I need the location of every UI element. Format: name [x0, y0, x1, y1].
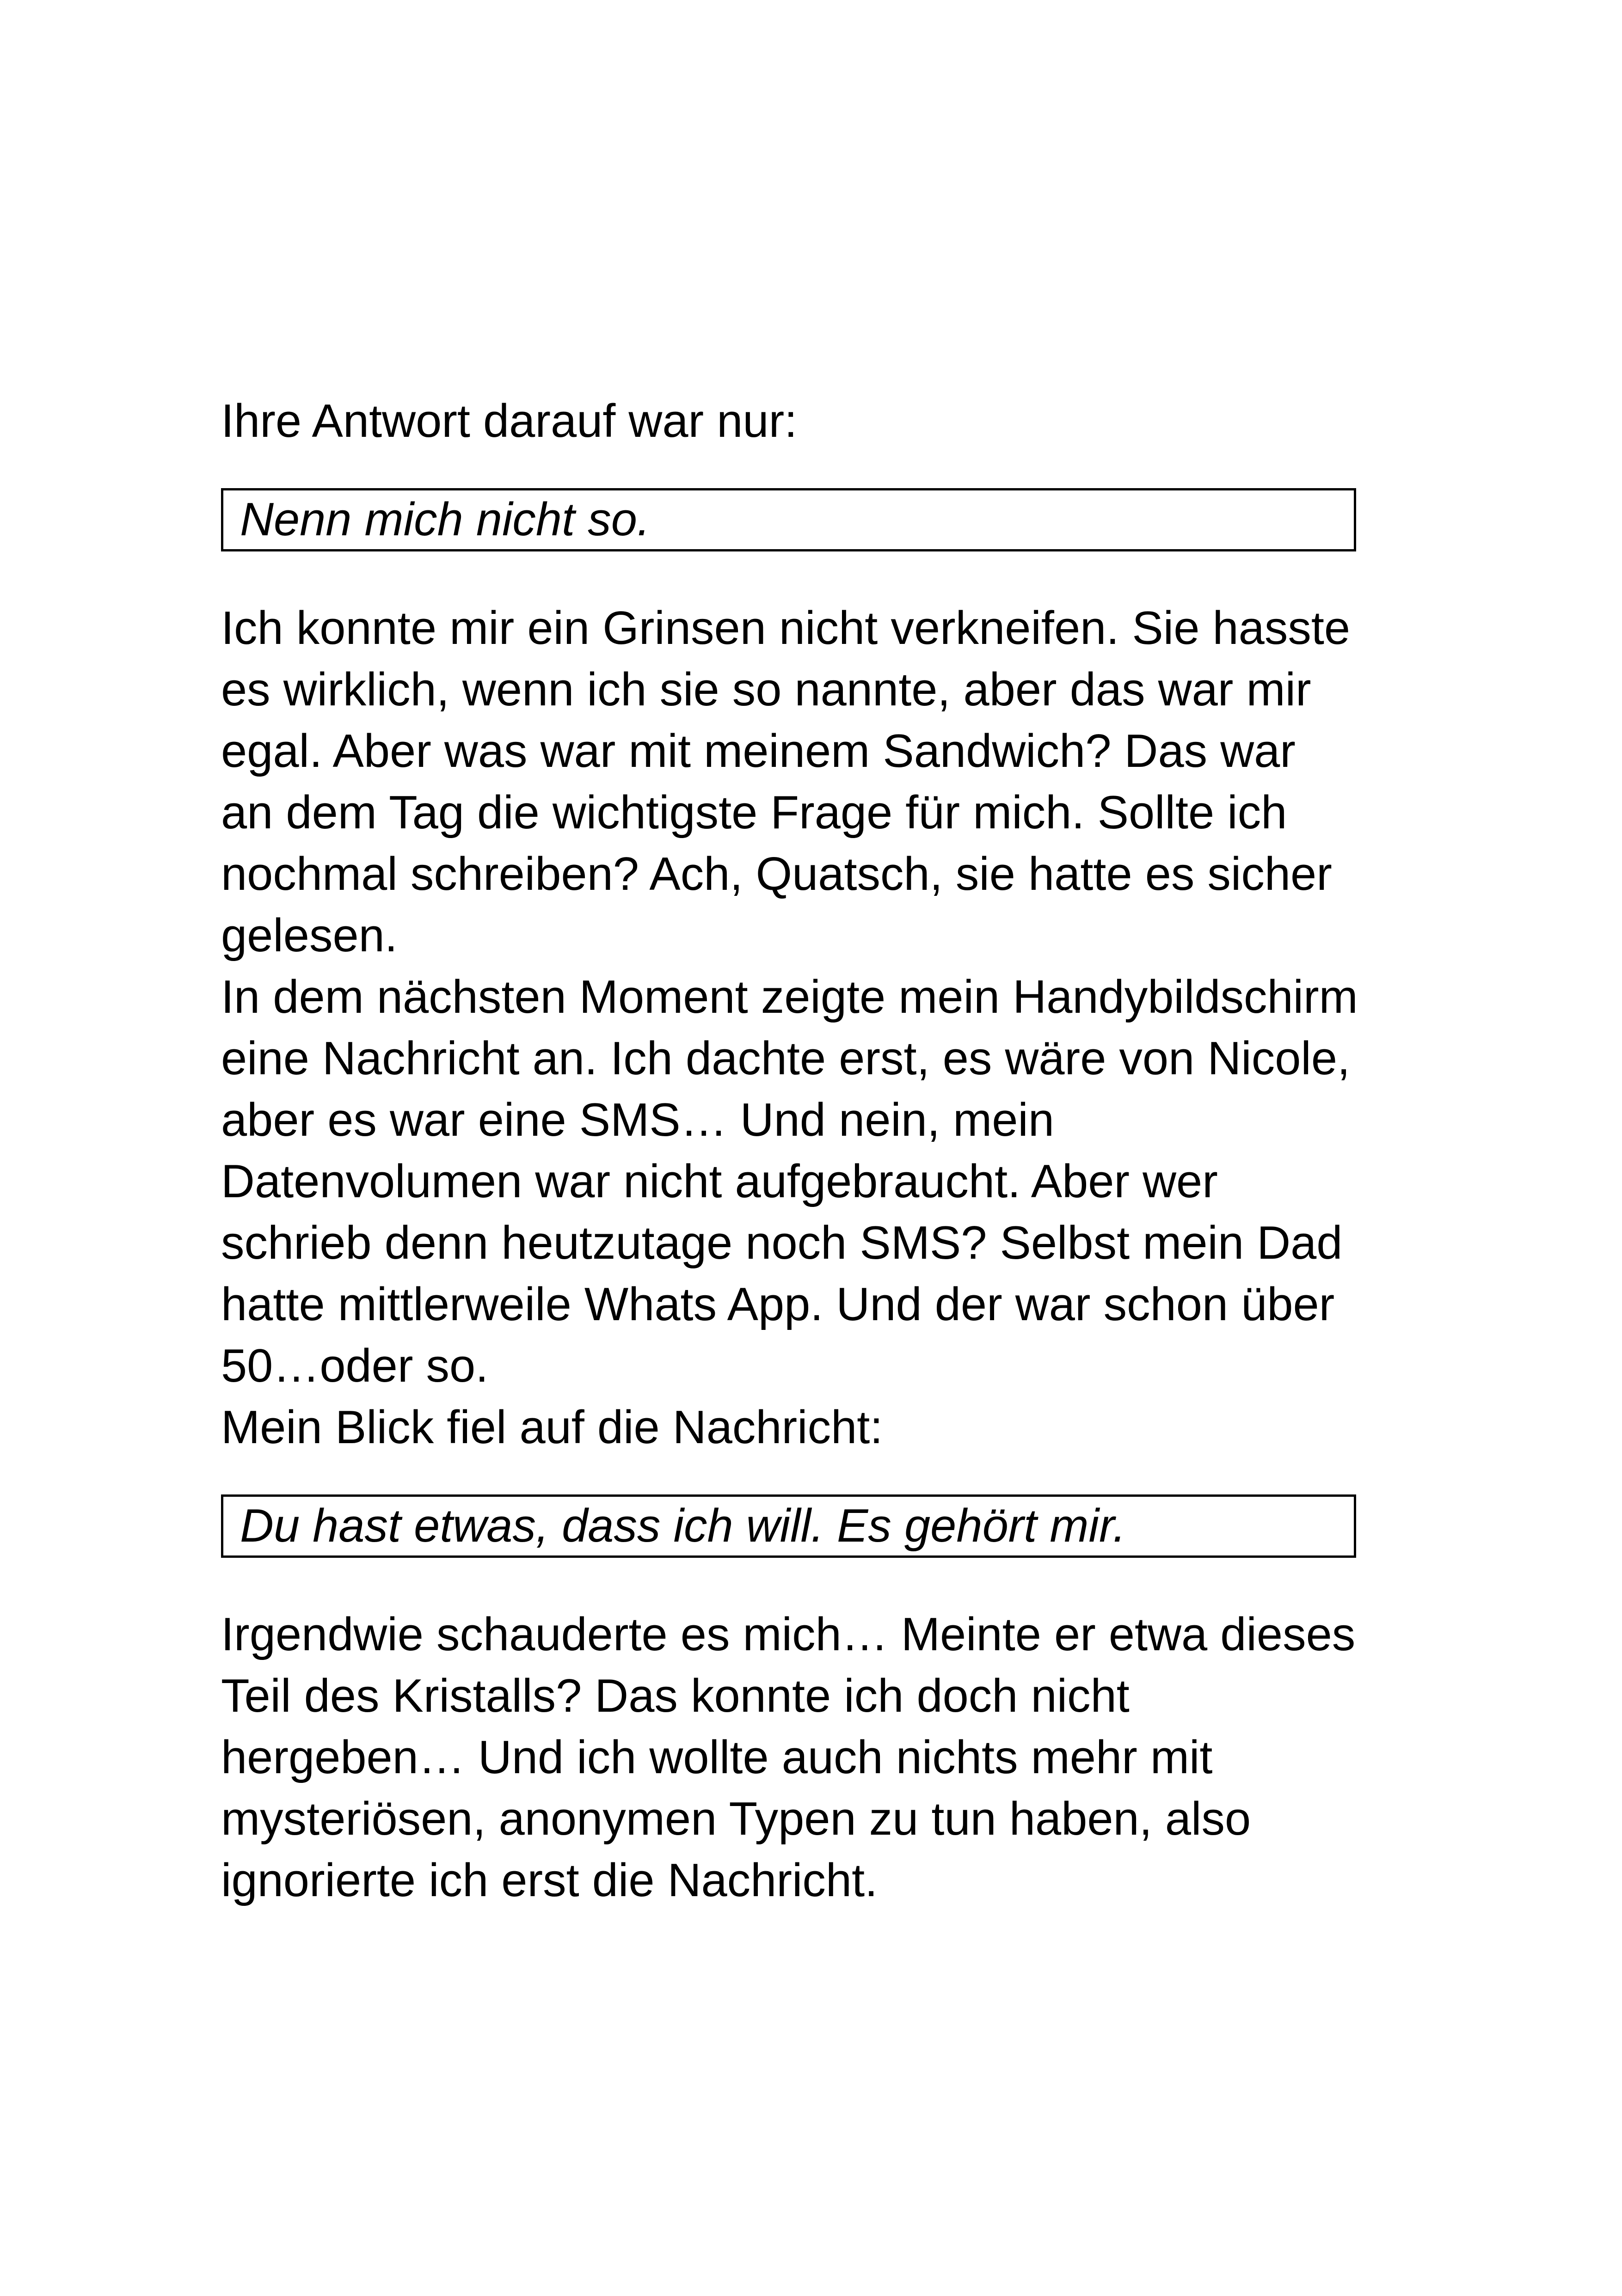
quoted-message-box [221, 488, 1356, 551]
quoted-message-text: Nenn mich nicht so. [240, 494, 650, 545]
story-paragraph-2: Irgendwie schauderte es mich… Meinte er etwa dieses Teil des Kristalls? Das konnte ich doch nicht hergeben… Und ich wollte auch nichts mehr mit mysteriösen, anonymen Typen zu tun haben, also ignorierte ich erst die Nachricht. [221, 1609, 1356, 1906]
story-paragraph: Ich konnte mir ein Grinsen nicht verkneifen. Sie hasste es wirklich, wenn ich sie so nannte, aber das war mir egal. Aber was war mit meinem Sandwich? Das war an dem Tag die wichtigste Frage für mich. Sollte ich nochmal schreiben? Ach, Quatsch, sie hatte es sicher gelesen. In dem nächsten Moment zeigte mein Handybildschirm eine Nachricht an. Ich dachte erst, es wäre von Nicole, aber es war eine SMS… Und nein, mein Datenvolumen war nicht aufgebraucht. Aber wer schrieb denn heutzutage noch SMS? Selbst mein Dad hatte mittlerweile Whats App. Und der war schon über 50…oder so. Mein Blick fiel auf die Nachricht: [221, 602, 1358, 1453]
sms-message-box [221, 1494, 1356, 1558]
intro-line: Ihre Antwort darauf war nur: [221, 395, 798, 447]
document-body [221, 391, 1368, 1911]
sms-message-text: Du hast etwas, dass ich will. Es gehört mir. [240, 1500, 1126, 1552]
